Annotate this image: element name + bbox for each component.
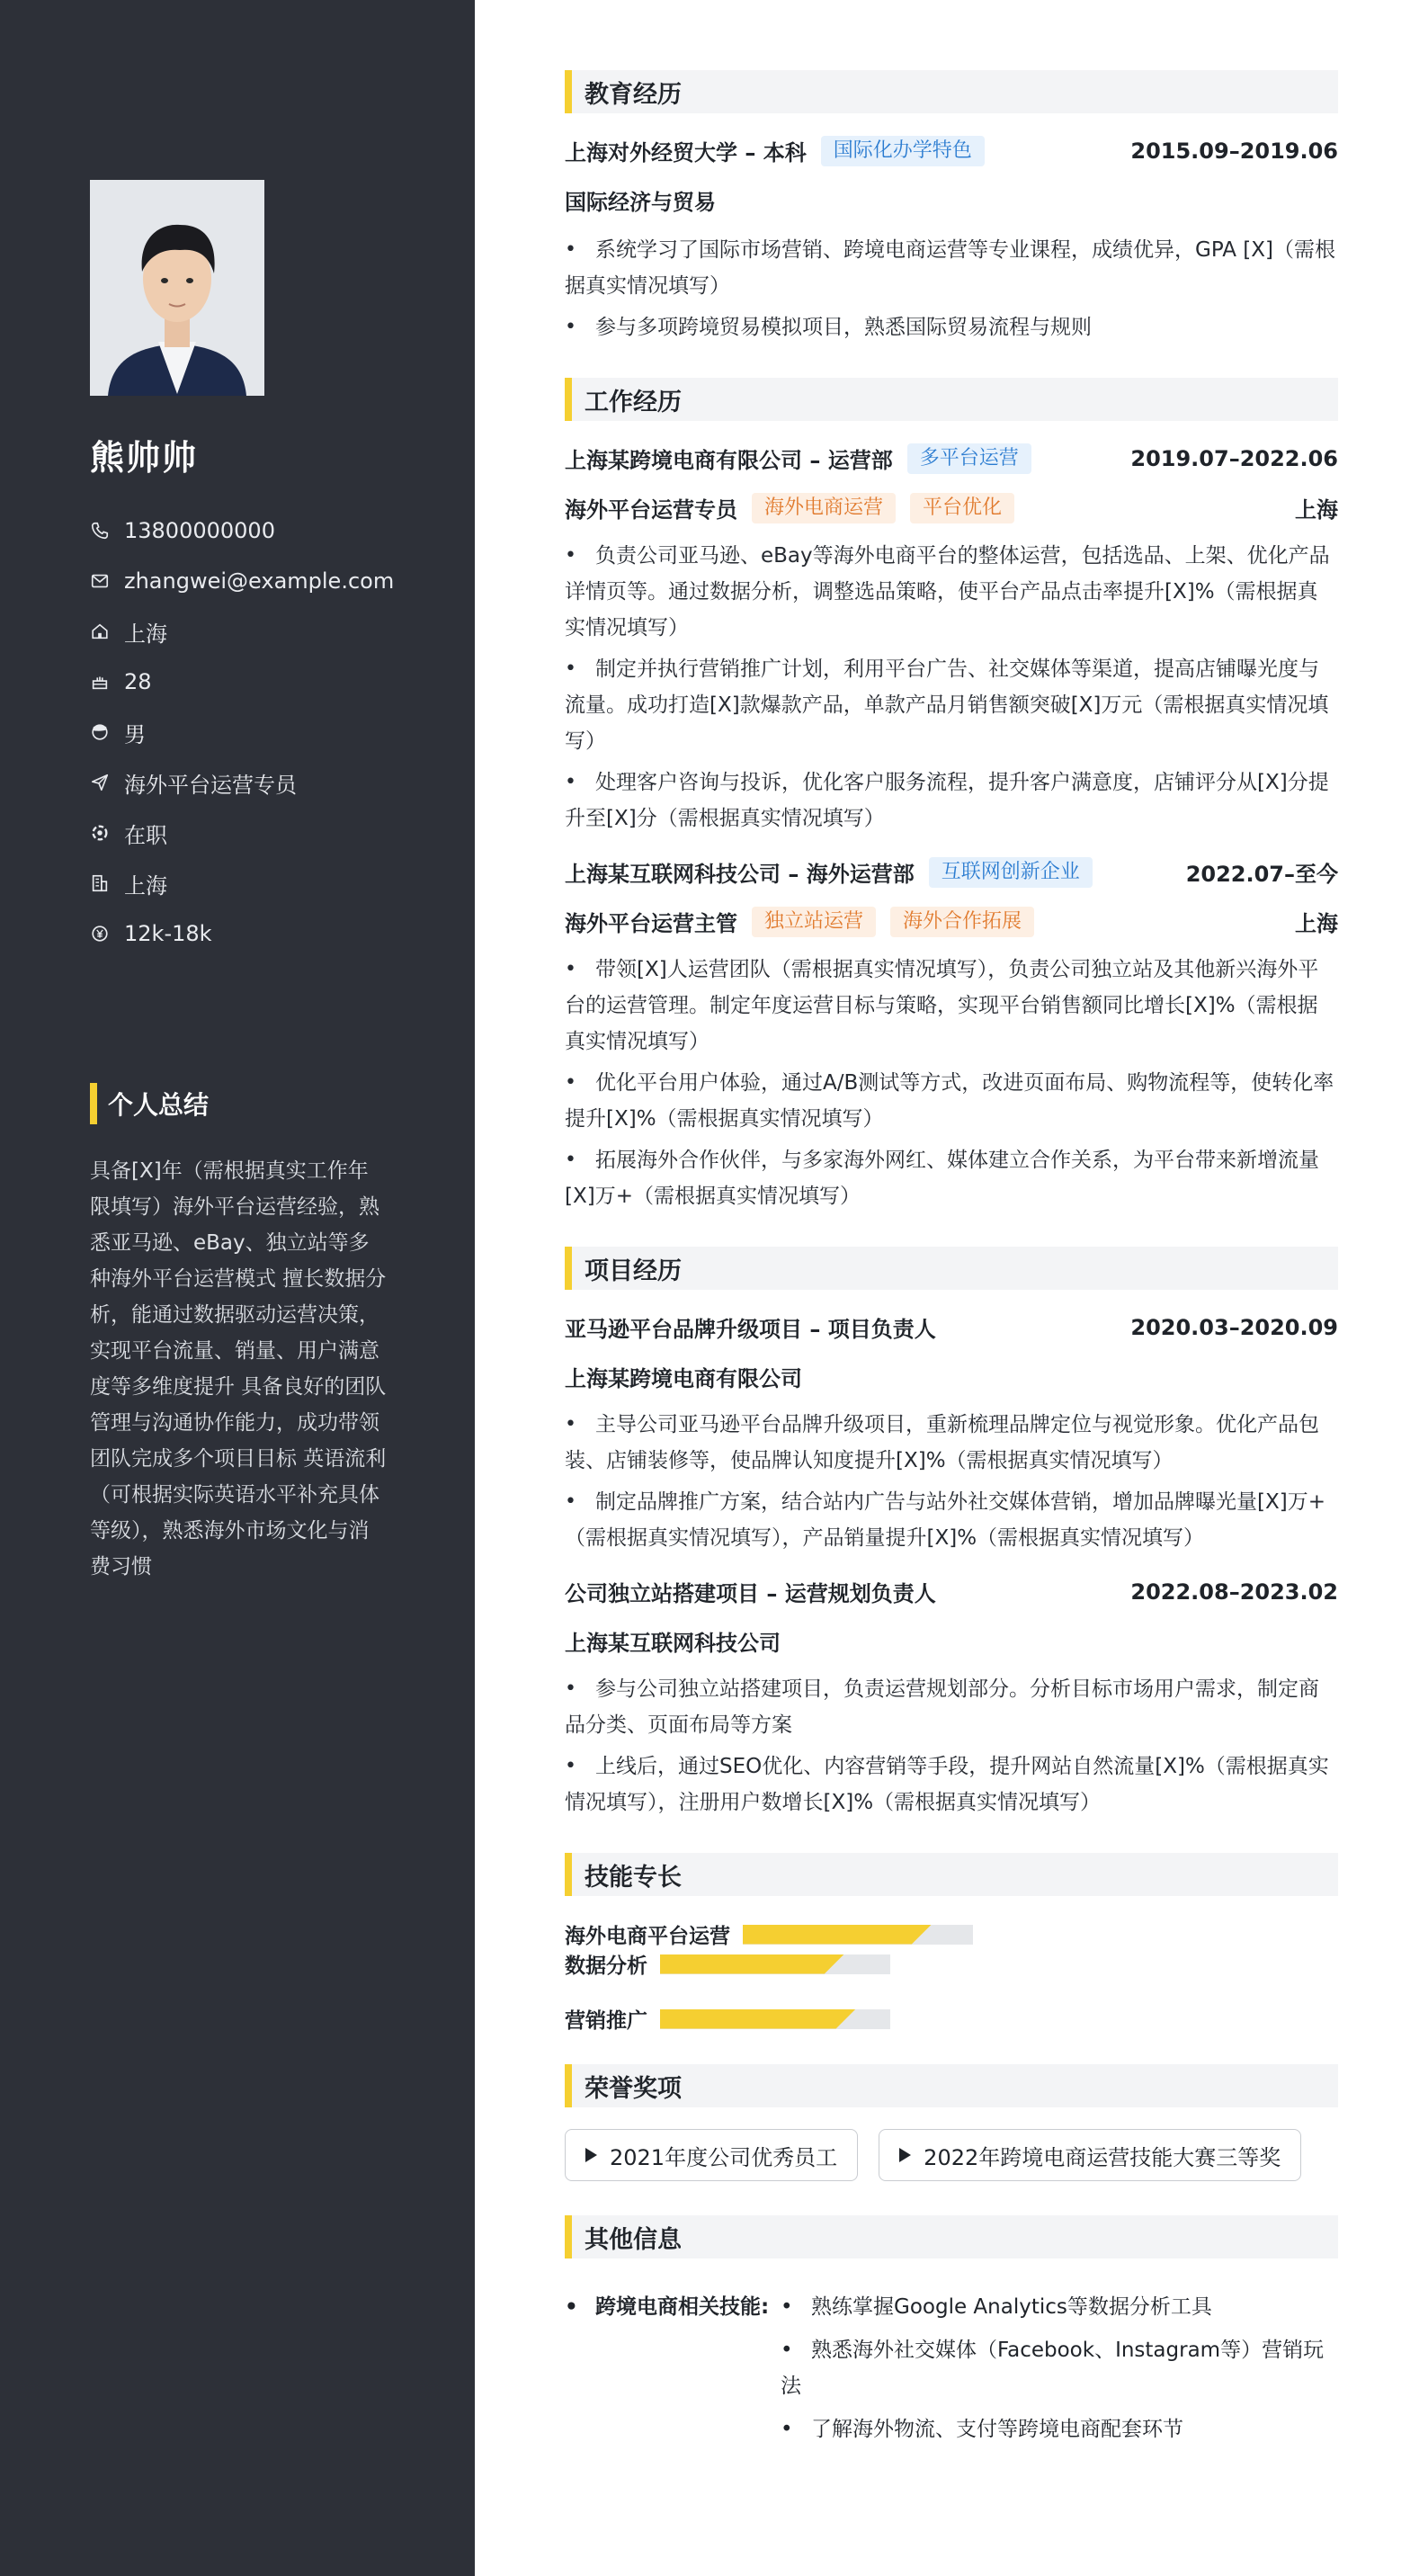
job-1-date: 2019.07–2022.06 (1130, 445, 1338, 471)
list-item: • 负责公司亚马逊、eBay等海外电商平台的整体运营，包括选品、上架、优化产品详情页等。通过数据分析，调整选品策略，使平台产品点击率提升[X]%（需根据真实情况填写） (565, 538, 1338, 646)
skill-item (565, 2004, 890, 2034)
education-major: 国际经济与贸易 (565, 190, 716, 215)
awards-list (565, 2129, 1338, 2181)
section-title: 其他信息 (585, 2225, 682, 2254)
accent-bar (565, 1247, 572, 1290)
skill-bar-fill (660, 2009, 856, 2029)
project-1-name: 亚马逊平台品牌升级项目 – 项目负责人 (565, 1317, 936, 1342)
project-2-company: 上海某互联网科技公司 (565, 1631, 781, 1656)
contact-work-city (90, 858, 450, 908)
section-title: 教育经历 (585, 80, 682, 109)
project-1-bullets (565, 1407, 1338, 1556)
education-date: 2015.09–2019.06 (1130, 138, 1338, 164)
section-work-heading (565, 378, 1338, 421)
contact-age (90, 657, 450, 707)
candidate-name: 熊帅帅 (90, 438, 199, 478)
education-header (565, 135, 1338, 166)
project-2-name: 公司独立站搭建项目 – 运营规划负责人 (565, 1581, 936, 1606)
section-other-heading (565, 2215, 1338, 2258)
skill-bar-fill (743, 1925, 932, 1945)
job-1-company-tag: 多平台运营 (907, 443, 1031, 474)
email-icon (90, 571, 110, 591)
contact-list (90, 505, 450, 959)
section-projects-heading (565, 1247, 1338, 1290)
job-1-company: 上海某跨境电商有限公司 – 运营部 (565, 448, 893, 473)
salary-icon (90, 924, 110, 944)
contact-salary-value: 12k-18k (124, 921, 212, 946)
list-item: • 处理客户咨询与投诉，优化客户服务流程，提升客户满意度，店铺评分从[X]分提升至[X]分（需根据真实情况填写） (565, 765, 1338, 836)
skill-bar (743, 1925, 973, 1945)
send-icon (90, 773, 110, 792)
list-item: • 熟悉海外社交媒体（Facebook、Instagram等）营销玩法 (781, 2332, 1338, 2404)
job-2-header (565, 856, 1338, 888)
section-awards-heading (565, 2064, 1338, 2107)
list-item: • 系统学习了国际市场营销、跨境电商运营等专业课程，成绩优异，GPA [X]（需根据真实情况填写） (565, 232, 1338, 304)
cake-icon (90, 672, 110, 692)
contact-job-intent (90, 757, 450, 808)
contact-gender (90, 707, 450, 757)
award-label: 2021年度公司优秀员工 (610, 2144, 838, 2170)
summary-title: 个人总结 (108, 1090, 210, 1120)
section-title: 荣誉奖项 (585, 2074, 682, 2103)
project-1-date: 2020.03–2020.09 (1130, 1314, 1338, 1340)
project-2-header (565, 1576, 1338, 1607)
job-2-bullets (565, 952, 1338, 1214)
skill-bar (660, 1954, 890, 1974)
project-2-bullets (565, 1671, 1338, 1820)
job-1-header (565, 443, 1338, 474)
list-item: • 制定品牌推广方案，结合站内广告与站外社交媒体营销，增加品牌曝光量[X]万+（需根据真实情况填写），产品销量提升[X]%（需根据真实情况填写） (565, 1484, 1338, 1556)
list-item: • 参与多项跨境贸易模拟项目，熟悉国际贸易流程与规则 (565, 309, 1338, 345)
education-bullets (565, 232, 1338, 345)
job-2-tag: 独立站运营 (752, 907, 876, 937)
contact-status (90, 808, 450, 858)
award-item (879, 2129, 1301, 2181)
skill-item (565, 1949, 890, 1979)
skill-item (565, 1919, 973, 1949)
project-1-header (565, 1311, 1338, 1343)
project-2-date: 2022.08–2023.02 (1130, 1579, 1338, 1605)
contact-salary (90, 908, 450, 959)
job-2-company: 上海某互联网科技公司 – 海外运营部 (565, 862, 915, 887)
contact-phone (90, 505, 450, 556)
play-icon (899, 2148, 911, 2162)
sidebar (0, 0, 475, 2576)
job-2-company-tag: 互联网创新企业 (929, 857, 1093, 888)
contact-city (90, 606, 450, 657)
award-item (565, 2129, 858, 2181)
section-education-heading (565, 70, 1338, 113)
summary-heading (90, 1083, 209, 1124)
job-1-position-row (565, 492, 1338, 523)
list-item: • 优化平台用户体验，通过A/B测试等方式，改进页面布局、购物流程等，使转化率提升[X]%（需根据真实情况填写） (565, 1065, 1338, 1137)
skill-name: 数据分析 (565, 1954, 647, 1978)
contact-job-intent-value: 海外平台运营专员 (124, 772, 297, 798)
list-item: • 制定并执行营销推广计划，利用平台广告、社交媒体等渠道，提高店铺曝光度与流量。成功打造[X]款爆款产品，单款产品月销售额突破[X]万元（需根据真实情况填写） (565, 651, 1338, 759)
accent-bar (565, 2064, 572, 2107)
other-label: • 跨境电商相关技能: (565, 2289, 781, 2455)
skills-list (565, 1919, 1338, 2034)
skill-name: 海外电商平台运营 (565, 1925, 730, 1948)
accent-bar (565, 378, 572, 421)
job-1-bullets (565, 538, 1338, 836)
other-info (565, 2289, 1338, 2455)
accent-bar (565, 1853, 572, 1896)
list-item: • 上线后，通过SEO优化、内容营销等手段，提升网站自然流量[X]%（需根据真实情况填写），注册用户数增长[X]%（需根据真实情况填写） (565, 1749, 1338, 1820)
summary-text: 具备[X]年（需根据真实工作年限填写）海外平台运营经验，熟悉亚马逊、eBay、独立站等多种海外平台运营模式 擅长数据分析，能通过数据驱动运营决策，实现平台流量、销量、用户满意度等多维度提升 具备良好的团队管理与沟通协作能力，成功带领团队完成多个项目目标 英语流利（可根据实际英语水平补充具体等级），熟悉海外市场文化与消费习惯 (90, 1159, 387, 1579)
job-1-location: 上海 (1295, 497, 1338, 523)
list-item: • 带领[X]人运营团队（需根据真实情况填写），负责公司独立站及其他新兴海外平台的运营管理。制定年度运营目标与策略，实现平台销售额同比增长[X]%（需根据真实情况填写） (565, 952, 1338, 1060)
list-item: • 参与公司独立站搭建项目，负责运营规划部分。分析目标市场用户需求，制定商品分类、页面布局等方案 (565, 1671, 1338, 1743)
job-1-tag: 平台优化 (910, 493, 1014, 523)
job-2-position-row (565, 906, 1338, 937)
status-icon (90, 823, 110, 843)
job-2-position: 海外平台运营主管 (565, 911, 737, 936)
phone-icon (90, 521, 110, 541)
contact-email (90, 556, 450, 606)
project-1-company: 上海某跨境电商有限公司 (565, 1366, 802, 1391)
section-title: 技能专长 (585, 1863, 682, 1892)
accent-bar (565, 70, 572, 113)
accent-bar (565, 2215, 572, 2258)
contact-city-value: 上海 (124, 621, 167, 647)
contact-gender-value: 男 (124, 721, 146, 747)
award-label: 2022年跨境电商运营技能大赛三等奖 (924, 2144, 1281, 2170)
home-icon (90, 622, 110, 641)
contact-status-value: 在职 (124, 822, 167, 848)
school-name: 上海对外经贸大学 – 本科 (565, 140, 807, 165)
skill-bar (660, 2009, 890, 2029)
section-title: 工作经历 (585, 388, 682, 416)
job-2-location: 上海 (1295, 911, 1338, 936)
contact-phone-value: 13800000000 (124, 518, 275, 543)
profile-photo (90, 180, 264, 396)
job-1-position: 海外平台运营专员 (565, 497, 737, 523)
list-item: • 熟练掌握Google Analytics等数据分析工具 (781, 2289, 1338, 2325)
job-2-tag: 海外合作拓展 (890, 907, 1034, 937)
section-skills-heading (565, 1853, 1338, 1896)
building-icon (90, 873, 110, 893)
list-item: • 拓展海外合作伙伴，与多家海外网红、媒体建立合作关系，为平台带来新增流量[X]万+（需根据真实情况填写） (565, 1142, 1338, 1214)
skill-bar-fill (660, 1954, 844, 1974)
school-tag: 国际化办学特色 (821, 136, 985, 166)
job-2-date: 2022.07–至今 (1185, 862, 1338, 887)
other-list (781, 2289, 1338, 2455)
accent-bar (90, 1083, 97, 1124)
list-item: • 主导公司亚马逊平台品牌升级项目，重新梳理品牌定位与视觉形象。优化产品包装、店铺装修等，使品牌认知度提升[X]%（需根据真实情况填写） (565, 1407, 1338, 1479)
job-1-tag: 海外电商运营 (752, 493, 896, 523)
section-title: 项目经历 (585, 1257, 682, 1285)
list-item: • 了解海外物流、支付等跨境电商配套环节 (781, 2411, 1338, 2447)
main-content (565, 70, 1338, 2455)
contact-work-city-value: 上海 (124, 872, 167, 899)
gender-icon (90, 722, 110, 742)
contact-email-value: zhangwei@example.com (124, 568, 395, 594)
contact-age-value: 28 (124, 669, 152, 694)
play-icon (585, 2148, 597, 2162)
skill-name: 营销推广 (565, 2009, 647, 2033)
